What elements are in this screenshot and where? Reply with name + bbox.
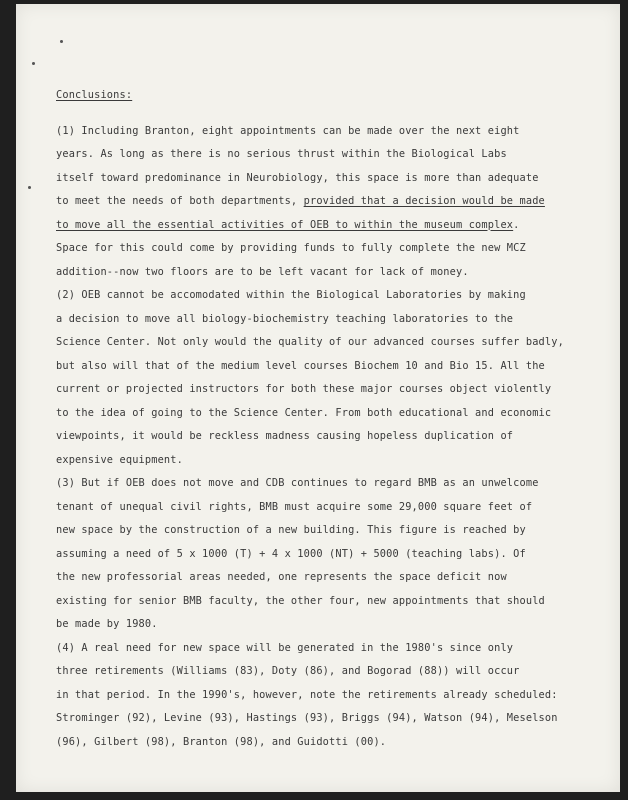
paragraph-4-line: (4) A real need for new space will be generated in the 1980's since only [56,641,514,654]
paragraph-2-line: but also will that of the medium level courses Biochem 10 and Bio 15. All the [56,359,545,372]
paper-speck [32,62,35,65]
paragraph-3-line: be made by 1980. [56,618,158,630]
paragraph-1-line: (1) Including Branton, eight appointments can be made over the next eight [56,124,520,137]
paper-speck [28,186,31,189]
conclusions-heading: Conclusions: [56,89,133,101]
paragraph-3-line: (3) But if OEB does not move and CDB continues to regard BMB as an unwelcome [56,477,539,489]
paper-speck [60,40,63,43]
underlined-condition: to move all the essential activities of OEB to within the museum complex [56,218,514,231]
paragraph-2-line: (2) OEB cannot be accomodated within the Biological Laboratories by making [56,289,526,301]
paragraph-1-line [56,214,556,238]
paragraph-4-line: (96), Gilbert (98), Branton (98), and Guidotti (00). [56,735,387,748]
paragraph-1-text: . [513,218,520,231]
paragraph-1-line: addition--now two floors are to be left vacant for lack of money. [56,265,469,278]
paragraph-2-line: to the idea of going to the Science Center. From both educational and economic [56,406,552,419]
paragraph-3-line: assuming a need of 5 x 1000 (T) + 4 x 1000 (NT) + 5000 (teaching labs). Of [56,547,526,560]
paragraph-4-line: three retirements (Williams (83), Doty (86), and Bogorad (88)) will occur [56,665,520,677]
paragraph-1-line [56,190,556,214]
paragraph-1-line: Space for this could come by providing funds to fully complete the new MCZ [56,242,526,254]
paragraph-4-line: Strominger (92), Levine (93), Hastings (93), Briggs (94), Watson (94), Meselson [56,712,558,724]
paragraph-1-line: itself toward predominance in Neurobiology, this space is more than adequate [56,171,539,184]
paragraph-3-line: new space by the construction of a new building. This figure is reached by [56,524,526,536]
paragraph-1-line: years. As long as there is no serious thrust within the Biological Labs [56,148,507,160]
paragraph-3-line: tenant of unequal civil rights, BMB must acquire some 29,000 square feet of [56,500,533,513]
paragraph-2-line: expensive equipment. [56,453,183,466]
paragraph-2-line: current or projected instructors for both these major courses object violently [56,383,552,395]
document-body [56,84,564,754]
paragraph-4-line: in that period. In the 1990's, however, note the retirements already scheduled: [56,688,558,701]
paragraph-3-line: the new professorial areas needed, one represents the space deficit now [56,571,507,583]
paragraph-1-text: to meet the needs of both departments, [56,195,304,207]
paragraph-2-line: a decision to move all biology-biochemistry teaching laboratories to the [56,312,514,325]
paragraph-2-line: Science Center. Not only would the quality of our advanced courses suffer badly, [56,336,564,348]
paragraph-3-line: existing for senior BMB faculty, the other four, new appointments that should [56,594,545,607]
paragraph-2-line: viewpoints, it would be reckless madness causing hopeless duplication of [56,430,514,442]
underlined-condition: provided that a decision would be made [303,195,545,207]
